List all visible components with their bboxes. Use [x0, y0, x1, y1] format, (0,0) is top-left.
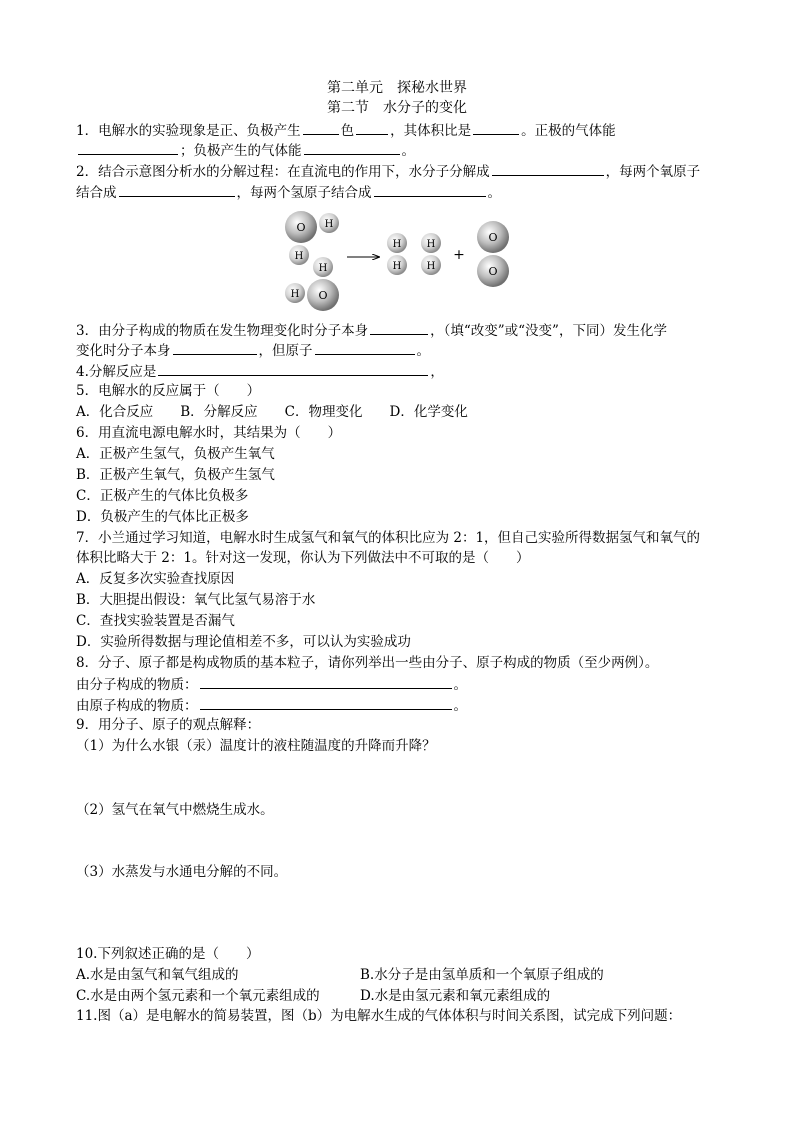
- q5-options: A．化合反应 B．分解反应 C．物理变化 D．化学变化: [76, 404, 468, 420]
- q10-option-d: D.水是由氢元素和氧元素组成的: [360, 988, 551, 1004]
- atom-label: O: [488, 231, 498, 244]
- q3-blank-chemical[interactable]: [173, 340, 257, 355]
- q3-blank-atom[interactable]: [315, 340, 415, 355]
- q10-option-a: A.水是由氢气和氧气组成的: [76, 967, 239, 983]
- q3-text: 3．由分子构成的物质在发生物理变化时分子本身: [76, 323, 369, 339]
- atom-label: H: [290, 289, 300, 300]
- q8-text: 。: [453, 698, 467, 714]
- unit-title: 第二单元 探秘水世界: [327, 80, 467, 96]
- q6-option-a: A．正极产生氢气，负极产生氧气: [76, 446, 275, 462]
- atom-label: H: [318, 263, 328, 274]
- q3-text: 。: [416, 343, 430, 359]
- water-molecule-1: [285, 211, 339, 265]
- q4-line: [76, 361, 444, 382]
- atom-label: H: [426, 239, 436, 250]
- q7-stem-line2: 体积比略大于 2：1。针对这一发现，你认为下列做法中不可取的是（ ）: [76, 550, 530, 566]
- q8-text: 由原子构成的物质：: [76, 698, 198, 714]
- q5-stem: 5．电解水的反应属于（ ）: [76, 383, 261, 399]
- q9-part3: （3）水蒸发与水通电分解的不同。: [76, 864, 288, 880]
- q7-option-c: C．查找实验装置是否漏气: [76, 613, 235, 629]
- q2-text: 2．结合示意图分析水的分解过程：在直流电的作用下，水分子分解成: [76, 164, 490, 180]
- water-decomposition-diagram: [275, 205, 525, 315]
- q4-text: 4.分解反应是: [76, 364, 157, 380]
- q1-blank-color2[interactable]: [356, 120, 388, 135]
- atom-label: H: [294, 251, 304, 262]
- q6-stem: 6．用直流电源电解水时，其结果为（ ）: [76, 425, 342, 441]
- q8-molecule-line: [76, 674, 467, 695]
- atom-label: H: [392, 261, 402, 272]
- q7-option-d: D．实验所得数据与理论值相差不多，可以认为实验成功: [76, 634, 411, 650]
- q1-line2: [76, 140, 415, 161]
- atom-label: O: [296, 221, 306, 234]
- q3-text: ，（填“改变”或“没变”，下同）发生化学: [430, 323, 667, 339]
- q1-text: 色: [340, 123, 355, 139]
- q8-stem: 8．分子、原子都是构成物质的基本粒子，请你列举出一些由分子、原子构成的物质（至少两例）。: [76, 655, 659, 671]
- q1-blank-color[interactable]: [303, 120, 339, 135]
- q2-text: 结合成: [76, 185, 117, 201]
- q1-text: 1．电解水的实验现象是正、负极产生: [76, 123, 301, 139]
- q2-text: ，每两个氢原子结合成: [236, 185, 372, 201]
- q4-blank[interactable]: [158, 361, 428, 376]
- atom-label: H: [324, 219, 334, 230]
- q6-option-b: B．正极产生氧气，负极产生氢气: [76, 467, 275, 483]
- q3-text: 变化时分子本身: [76, 343, 171, 359]
- q8-blank-molecule[interactable]: [200, 674, 452, 689]
- atom-label: H: [426, 261, 436, 272]
- q10-stem: 10.下列叙述正确的是（ ）: [76, 946, 260, 962]
- q6-option-d: D．负极产生的气体比正极多: [76, 509, 249, 525]
- q1-blank-positive[interactable]: [78, 140, 178, 155]
- q2-blank-oxygen[interactable]: [119, 182, 235, 197]
- plus-sign: +: [453, 247, 465, 263]
- atom-label: O: [488, 265, 498, 278]
- water-molecule-2: [285, 257, 339, 311]
- oxygen-molecule: [477, 221, 509, 287]
- q4-text: ，: [430, 364, 444, 380]
- q9-part2: （2）氢气在氧气中燃烧生成水。: [76, 802, 274, 818]
- q2-blank-hydrogen[interactable]: [374, 182, 486, 197]
- q2-text: 。: [487, 185, 501, 201]
- q1-text: 。正极的气体能: [521, 123, 616, 139]
- section-title: 第二节 水分子的变化: [327, 100, 467, 116]
- q3-line1: [76, 320, 667, 341]
- q2-line2: [76, 182, 501, 203]
- q7-stem-line1: 7．小兰通过学习知道，电解水时生成氢气和氧气的体积比应为 2：1，但自己实验所得数据氢气和氧气的: [76, 530, 701, 546]
- q7-option-a: A．反复多次实验查找原因: [76, 571, 235, 587]
- atom-label: O: [318, 289, 328, 302]
- q7-option-b: B．大胆提出假设：氧气比氢气易溶于水: [76, 592, 316, 608]
- q1-line1: [76, 120, 616, 141]
- q11-stem: 11.图（a）是电解水的简易装置，图（b）为电解水生成的气体体积与时间关系图，试完成下列问题：: [76, 1008, 682, 1024]
- q9-stem: 9．用分子、原子的观点解释：: [76, 717, 261, 733]
- q1-blank-ratio[interactable]: [473, 120, 519, 135]
- hydrogen-molecule-2: [421, 233, 441, 275]
- q9-part1: （1）为什么水银（汞）温度计的液柱随温度的升降而升降？: [76, 738, 436, 754]
- q3-blank-physical[interactable]: [370, 320, 428, 335]
- q2-text: ，每两个氧原子: [605, 164, 701, 180]
- q8-text: 。: [453, 677, 467, 693]
- q10-option-c: C.水是由两个氢元素和一个氧元素组成的: [76, 988, 320, 1004]
- hydrogen-molecule-1: [387, 233, 407, 275]
- q8-text: 由分子构成的物质：: [76, 677, 198, 693]
- q1-blank-negative[interactable]: [304, 140, 400, 155]
- q2-line1: [76, 161, 700, 182]
- q1-text: 。: [401, 143, 415, 159]
- q2-blank-atoms[interactable]: [492, 161, 604, 176]
- q3-text: ，但原子: [258, 343, 313, 359]
- q1-text: ，其体积比是: [390, 123, 472, 139]
- q8-blank-atom[interactable]: [200, 695, 452, 710]
- q6-option-c: C．正极产生的气体比负极多: [76, 488, 249, 504]
- q8-atom-line: [76, 695, 467, 716]
- q10-option-b: B.水分子是由氢单质和一个氧原子组成的: [360, 967, 604, 983]
- q1-text: ；负极产生的气体能: [180, 143, 302, 159]
- atom-label: H: [392, 239, 402, 250]
- q3-line2: [76, 340, 430, 361]
